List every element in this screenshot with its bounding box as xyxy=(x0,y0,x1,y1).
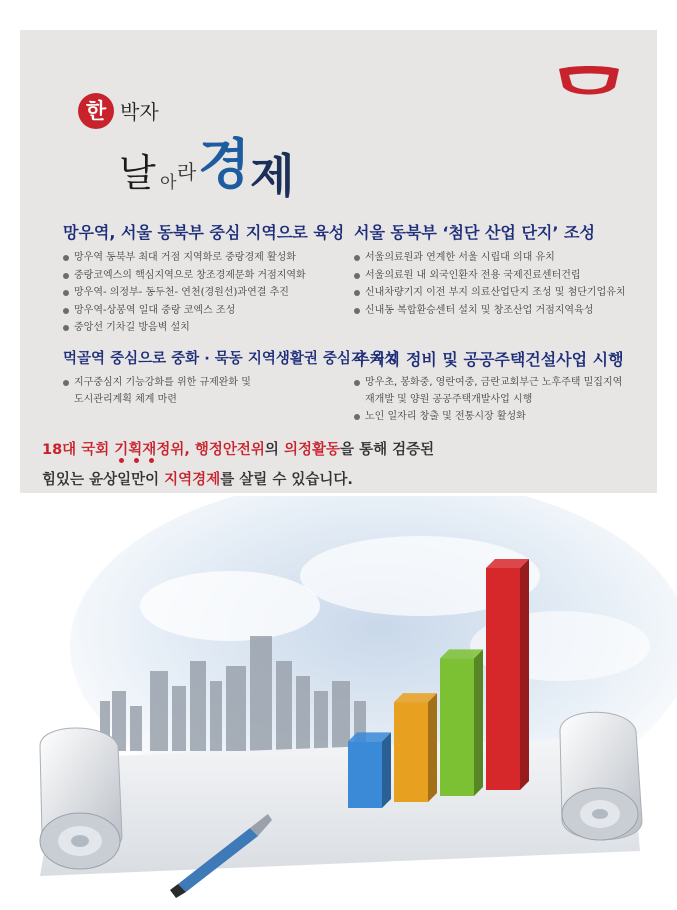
closing-activity: 의정활동 xyxy=(283,442,341,458)
closing-committee: 18대 국회 기획재정위, 행정안전위 xyxy=(42,442,265,458)
list-item-continuation: 재개발 및 양원 공공주택개발사업 시행 xyxy=(365,394,533,405)
blueprint-roll-right xyxy=(560,712,642,840)
list-item: 서울의료원 내 외국인환자 전용 국제진료센터건립 xyxy=(354,267,626,285)
title-nal: 날 xyxy=(119,151,156,195)
section-heading: 주거지 정비 및 공공주택건설사업 시행 xyxy=(354,350,624,369)
chart-bar xyxy=(440,649,483,796)
title-je: 제 xyxy=(250,149,295,203)
section-list xyxy=(63,249,306,337)
closing-text: 만이 xyxy=(131,472,165,488)
blueprint-roll-left xyxy=(40,728,122,869)
promo-panel xyxy=(20,30,657,493)
growth-illustration xyxy=(0,496,677,910)
list-item: 지구중심지 기능강화를 위한 규제완화 및 xyxy=(63,374,251,392)
list-item: 망우역- 의정부- 동두천- 연천(경원선)과연결 추진 xyxy=(63,284,306,302)
list-item: 망우역 동북부 최대 거점 지역화로 중랑경제 활성화 xyxy=(63,249,306,267)
list-item: 신내동 복합환승센터 설치 및 창조산업 거점지역육성 xyxy=(354,302,626,320)
title-circle-badge: 한 xyxy=(78,93,114,129)
closing-text: 을 통해 검증된 xyxy=(340,442,435,458)
list-item-continuation: 도시관리계획 체계 마련 xyxy=(74,394,177,405)
list-item: 중랑코엑스의 핵심지역으로 창조경제문화 거점지역화 xyxy=(63,267,306,285)
closing-text: 의 xyxy=(264,442,284,458)
closing-text: 힘있는 xyxy=(42,472,90,488)
list-item: 망우역-상봉역 일대 중랑 코엑스 조성 xyxy=(63,302,306,320)
list-item: 신내차량기지 이전 부지 의료산업단지 조성 및 첨단기업유치 xyxy=(354,284,626,302)
candidate-name: 윤상일 xyxy=(89,472,132,488)
title-gyeong: 경 xyxy=(198,133,251,196)
title-a: 아 xyxy=(160,173,177,193)
title-line1: 박자 xyxy=(120,100,159,124)
section-list xyxy=(63,374,251,392)
list-item: 망우초, 봉화중, 영란여중, 금란교회부근 노후주택 밀집지역 xyxy=(354,374,622,392)
section-heading: 망우역, 서울 동북부 중심 지역으로 육성 xyxy=(63,223,345,242)
section-list xyxy=(354,249,626,319)
section-heading: 먹골역 중심으로 중화 · 묵동 지역생활권 중심지 육성 xyxy=(63,351,398,367)
list-item: 중앙선 기차길 방음벽 설치 xyxy=(63,319,306,337)
title-ra: 라 xyxy=(177,160,197,184)
section-list xyxy=(354,408,526,426)
closing-keyword: 지역경제 xyxy=(164,472,221,488)
closing-line-2 xyxy=(42,468,353,489)
chart-bar xyxy=(486,559,529,790)
section-list xyxy=(354,374,622,392)
chart-bar xyxy=(394,693,437,802)
list-item: 노인 일자리 창출 및 전통시장 활성화 xyxy=(354,408,526,426)
section-heading: 서울 동북부 ‘첨단 산업 단지’ 조성 xyxy=(354,223,595,242)
closing-text: 를 살릴 수 있습니다. xyxy=(220,472,353,488)
brand-emblem-icon xyxy=(555,63,623,99)
list-item: 서울의료원과 연계한 서울 시립대 의대 유치 xyxy=(354,249,626,267)
chart-bar xyxy=(348,732,391,808)
closing-line-1 xyxy=(42,438,434,459)
